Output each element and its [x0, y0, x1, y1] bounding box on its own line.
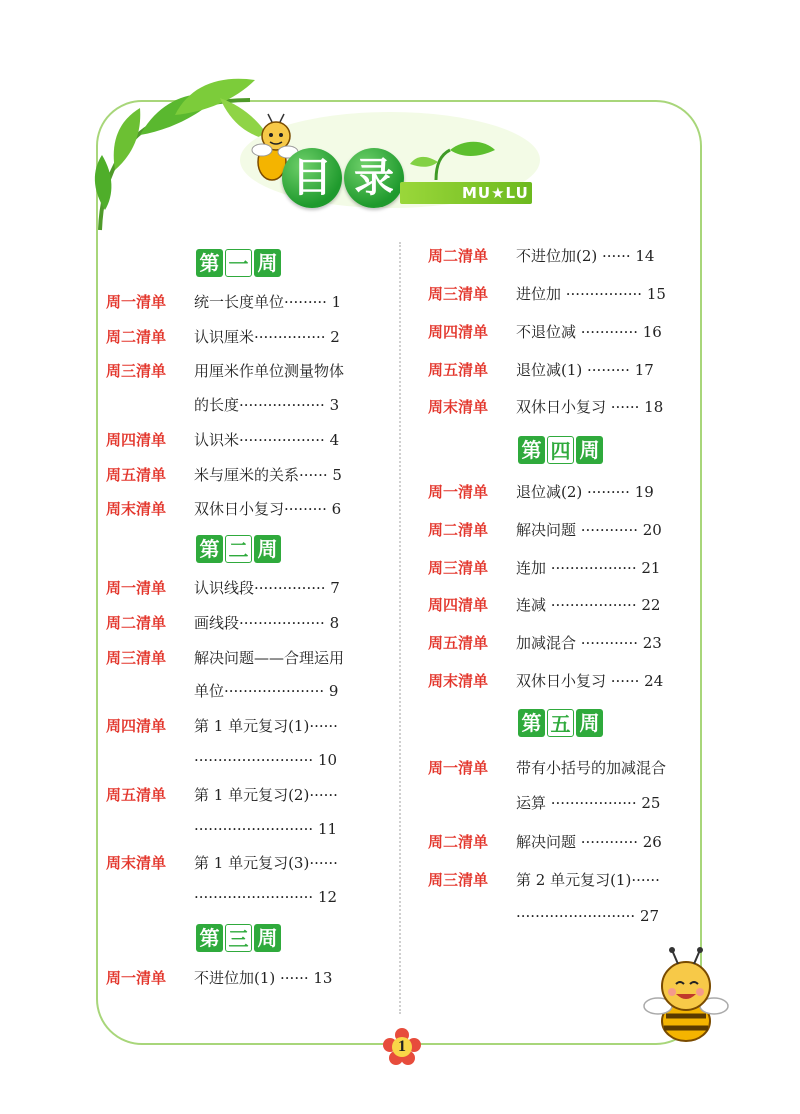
- toc-day-label: 周末清单: [106, 854, 167, 872]
- toc-entry-link[interactable]: 进位加 ················ 15: [516, 285, 666, 303]
- toc-entry-link[interactable]: 带有小括号的加减混合: [516, 759, 667, 777]
- toc-day-label: 周四清单: [428, 323, 489, 341]
- toc-day-label: 周三清单: [428, 285, 489, 303]
- toc-day-label: 周一清单: [428, 759, 489, 777]
- toc-entry-link[interactable]: 连减 ·················· 22: [516, 596, 661, 614]
- toc-entry-link[interactable]: 不退位减 ············ 16: [516, 323, 662, 341]
- toc-title: [276, 148, 534, 210]
- toc-entry-link[interactable]: 认识米·················· 4: [194, 431, 340, 449]
- title-char-1: 目: [282, 148, 342, 208]
- week-4-badge: 第 四 周: [518, 436, 603, 464]
- toc-entry-link[interactable]: 双休日小复习 ······ 24: [516, 672, 664, 690]
- toc-day-label: 周二清单: [106, 328, 167, 346]
- toc-entry-link[interactable]: 第 2 单元复习(1)······: [516, 871, 660, 889]
- page-number-flower: [382, 1027, 422, 1067]
- toc-day-label: 周五清单: [106, 786, 167, 804]
- week-2-badge: 第 二 周: [196, 535, 281, 563]
- toc-day-label: 周末清单: [428, 398, 489, 416]
- title-pinyin: MU★LU: [462, 184, 529, 202]
- toc-day-label: 周一清单: [106, 579, 167, 597]
- toc-day-label: 周四清单: [106, 717, 167, 735]
- toc-entry-link[interactable]: 用厘米作单位测量物体: [194, 362, 345, 380]
- toc-entry-link[interactable]: 解决问题——合理运用: [194, 649, 345, 667]
- toc-day-label: 周二清单: [428, 247, 489, 265]
- toc-entry-link[interactable]: 第 1 单元复习(3)······: [194, 854, 338, 872]
- toc-day-label: 周五清单: [106, 466, 167, 484]
- toc-entry-link[interactable]: 退位减(1) ········· 17: [516, 361, 654, 379]
- toc-day-label: 周二清单: [428, 521, 489, 539]
- column-divider: [399, 242, 401, 1014]
- toc-day-label: 周二清单: [106, 614, 167, 632]
- toc-day-label: 周四清单: [106, 431, 167, 449]
- toc-day-label: 周一清单: [428, 483, 489, 501]
- toc-entry-link[interactable]: 画线段·················· 8: [194, 614, 340, 632]
- toc-entry-link[interactable]: 米与厘米的关系······ 5: [194, 466, 342, 484]
- toc-entry-link[interactable]: 统一长度单位········· 1: [194, 293, 342, 311]
- toc-entry-link-cont[interactable]: 单位····················· 9: [194, 682, 339, 700]
- toc-entry-link[interactable]: 双休日小复习········· 6: [194, 500, 342, 518]
- toc-day-label: 周五清单: [428, 361, 489, 379]
- toc-day-label: 周二清单: [428, 833, 489, 851]
- toc-entry-link[interactable]: 不进位加(1) ······ 13: [194, 969, 333, 987]
- toc-day-label: 周末清单: [428, 672, 489, 690]
- toc-entry-link[interactable]: 加减混合 ············ 23: [516, 634, 662, 652]
- toc-entry-link[interactable]: 认识线段··············· 7: [194, 579, 340, 597]
- week-1-badge: 第 一 周: [196, 249, 281, 277]
- toc-entry-link-cont[interactable]: ························· 12: [194, 888, 338, 906]
- toc-entry-link[interactable]: 认识厘米··············· 2: [194, 328, 340, 346]
- toc-day-label: 周一清单: [106, 969, 167, 987]
- title-char-2: 录: [344, 148, 404, 208]
- toc-day-label: 周三清单: [428, 559, 489, 577]
- toc-entry-link-cont[interactable]: ························· 10: [194, 751, 338, 769]
- toc-entry-link[interactable]: 双休日小复习 ······ 18: [516, 398, 664, 416]
- week-3-badge: 第 三 周: [196, 924, 281, 952]
- toc-day-label: 周末清单: [106, 500, 167, 518]
- toc-entry-link-cont[interactable]: 运算 ·················· 25: [516, 794, 661, 812]
- toc-day-label: 周五清单: [428, 634, 489, 652]
- toc-day-label: 周一清单: [106, 293, 167, 311]
- toc-day-label: 周三清单: [428, 871, 489, 889]
- toc-entry-link[interactable]: 解决问题 ············ 20: [516, 521, 662, 539]
- toc-entry-link-cont[interactable]: 的长度·················· 3: [194, 396, 340, 414]
- bee-mascot-icon: [636, 946, 736, 1046]
- toc-day-label: 周四清单: [428, 596, 489, 614]
- toc-day-label: 周三清单: [106, 649, 167, 667]
- toc-entry-link-cont[interactable]: ························· 27: [516, 907, 660, 925]
- toc-entry-link[interactable]: 连加 ·················· 21: [516, 559, 661, 577]
- page-number: 1: [398, 1038, 406, 1055]
- toc-entry-link-cont[interactable]: ························· 11: [194, 820, 338, 838]
- toc-entry-link[interactable]: 第 1 单元复习(1)······: [194, 717, 338, 735]
- toc-day-label: 周三清单: [106, 362, 167, 380]
- toc-entry-link[interactable]: 退位减(2) ········· 19: [516, 483, 654, 501]
- toc-entry-link[interactable]: 第 1 单元复习(2)······: [194, 786, 338, 804]
- toc-entry-link[interactable]: 不进位加(2) ······ 14: [516, 247, 655, 265]
- week-5-badge: 第 五 周: [518, 709, 603, 737]
- toc-entry-link[interactable]: 解决问题 ············ 26: [516, 833, 662, 851]
